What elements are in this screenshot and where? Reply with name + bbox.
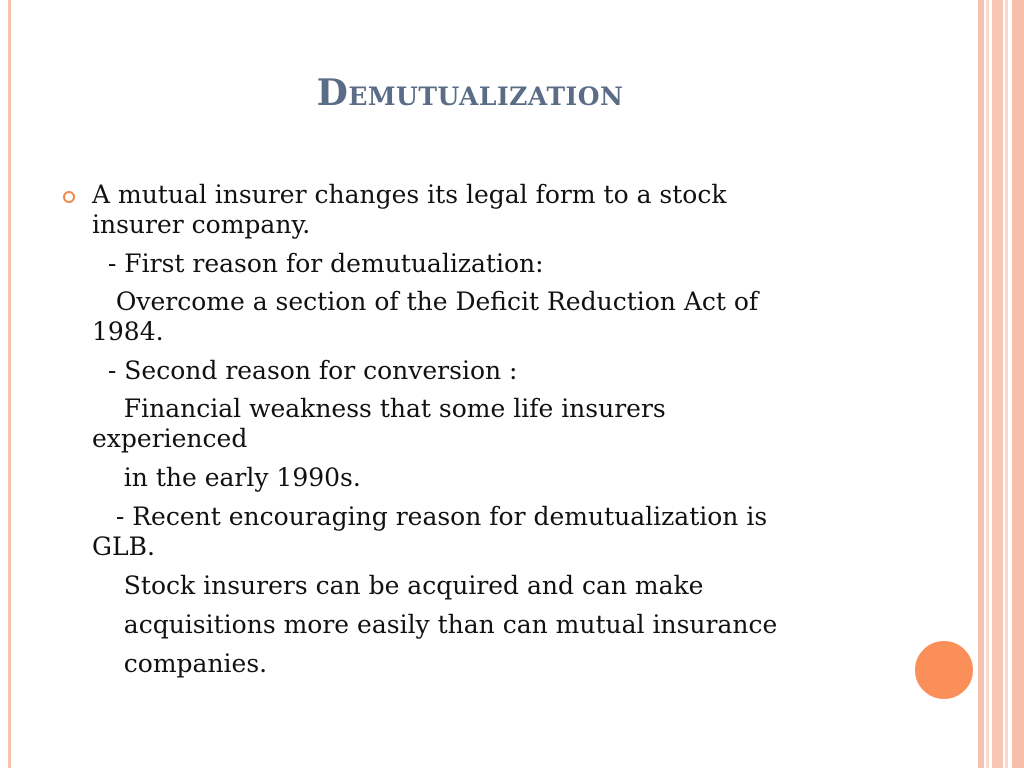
body-line: acquisitions more easily than can mutual insurance <box>92 610 778 639</box>
right-stripe-decoration <box>992 0 1003 768</box>
body-line: Financial weakness that some life insurers <box>92 394 666 423</box>
slide-title: Demutualization <box>316 72 624 114</box>
bullet-ring-icon <box>63 191 75 203</box>
body-line: companies. <box>92 649 268 678</box>
orange-circle-decoration <box>913 639 975 701</box>
body-line: - Recent encouraging reason for demutualization is <box>92 502 768 531</box>
body-line: insurer company. <box>92 210 311 239</box>
right-stripe-decoration <box>1005 0 1008 768</box>
body-line: 1984. <box>92 317 164 346</box>
body-line: A mutual insurer changes its legal form to a stock <box>92 180 727 209</box>
right-stripe-decoration <box>978 0 984 768</box>
body-line: GLB. <box>92 532 155 561</box>
body-line: - First reason for demutualization: <box>92 249 544 278</box>
right-stripe-decoration <box>986 0 989 768</box>
body-line: experienced <box>92 424 248 453</box>
body-line: Stock insurers can be acquired and can make <box>92 571 704 600</box>
body-line: Overcome a section of the Deficit Reduction Act of <box>92 287 759 316</box>
slide-body <box>92 180 892 679</box>
body-line: in the early 1990s. <box>92 463 361 492</box>
left-border-decoration <box>8 0 11 768</box>
body-line: - Second reason for conversion : <box>92 356 518 385</box>
right-stripe-decoration <box>1012 0 1024 768</box>
